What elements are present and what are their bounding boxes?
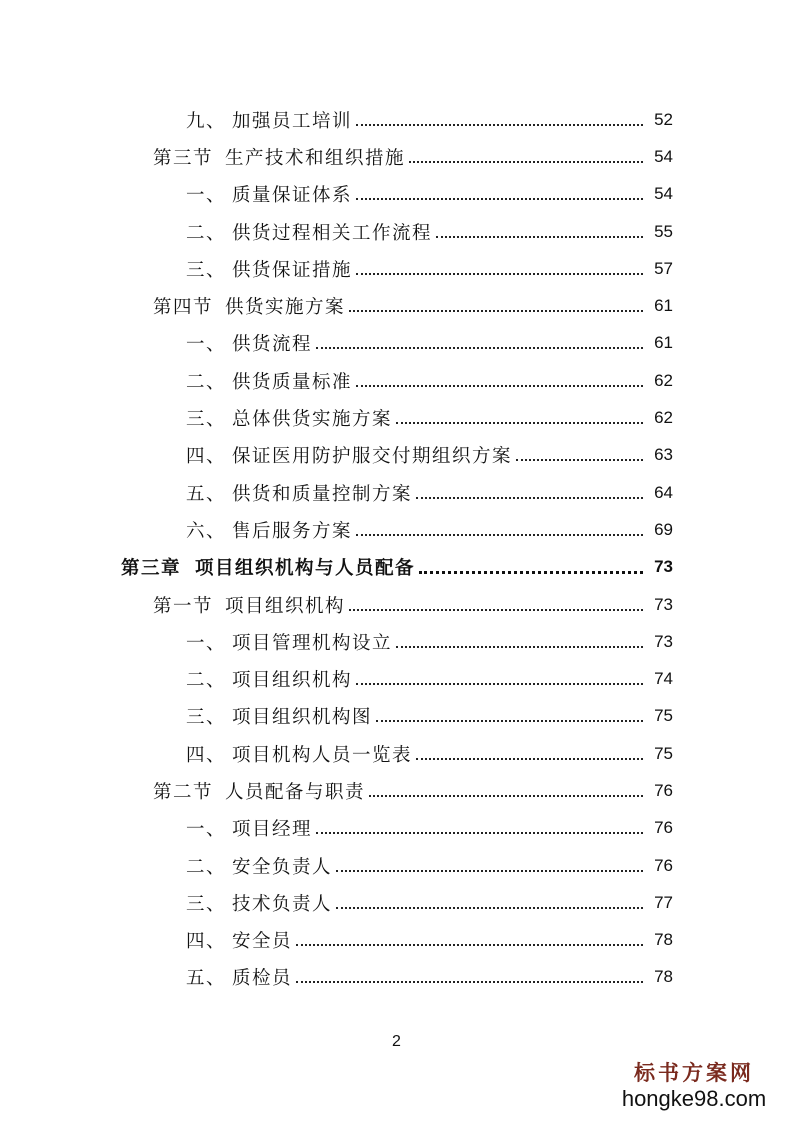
toc-dot-leader: [356, 665, 643, 685]
toc-dot-leader: [316, 329, 643, 349]
toc-entry-title: 供货流程: [232, 334, 313, 356]
toc-entry-prefix: 四、: [186, 446, 227, 468]
toc-entry-prefix: 第三节: [153, 147, 214, 169]
toc-dot-leader: [356, 367, 643, 387]
toc-entry-page: 74: [654, 669, 673, 689]
toc-entry-item[interactable]: [0, 959, 793, 996]
toc-entry-title: 加强员工培训: [232, 110, 353, 132]
toc-entry-prefix: 第一节: [153, 595, 214, 617]
toc-dot-leader: [349, 292, 643, 312]
toc-entry-page: 69: [654, 519, 673, 539]
toc-entry-page: 64: [654, 482, 673, 502]
toc-entry-page: 76: [654, 855, 673, 875]
toc-entry-item[interactable]: [0, 922, 793, 959]
toc-entry-page: 57: [654, 258, 673, 278]
toc-entry-item[interactable]: [0, 250, 793, 287]
toc-dot-leader: [416, 740, 643, 760]
toc-entry-prefix: 二、: [186, 371, 227, 393]
toc-dot-leader: [349, 591, 643, 611]
toc-entry-title: 保证医用防护服交付期组织方案: [232, 446, 513, 468]
toc-dot-leader: [336, 889, 643, 909]
toc-entry-title: 供货和质量控制方案: [232, 483, 413, 505]
toc-entry-item[interactable]: [0, 511, 793, 548]
toc-entry-item[interactable]: [0, 884, 793, 921]
toc-entry-page: 76: [654, 818, 673, 838]
toc-entry-page: 78: [654, 930, 673, 950]
toc-entry-title: 项目经理: [232, 819, 313, 841]
toc-entry-prefix: 九、: [186, 110, 227, 132]
watermark-cn-text: 标书方案网: [634, 1060, 754, 1085]
toc-entry-section[interactable]: [0, 287, 793, 324]
toc-dot-leader: [336, 852, 643, 872]
toc-entry-prefix: 三、: [186, 707, 227, 729]
toc-entry-title: 项目机构人员一览表: [232, 744, 413, 766]
toc-entry-title: 项目组织机构: [232, 670, 353, 692]
toc-entry-page: 55: [654, 221, 673, 241]
toc-entry-title: 项目组织机构: [225, 595, 346, 617]
toc-dot-leader: [396, 628, 643, 648]
toc-entry-item[interactable]: [0, 660, 793, 697]
toc-entry-page: 62: [654, 370, 673, 390]
toc-entry-item[interactable]: [0, 213, 793, 250]
toc-entry-page: 61: [654, 296, 673, 316]
toc-entry-page: 54: [654, 184, 673, 204]
toc-entry-prefix: 二、: [186, 222, 227, 244]
toc-dot-leader: [416, 479, 643, 499]
toc-dot-leader: [316, 814, 643, 834]
toc-entry-prefix: 六、: [186, 520, 227, 542]
toc-dot-leader: [356, 516, 643, 536]
toc-entry-page: 77: [654, 892, 673, 912]
toc-entry-item[interactable]: [0, 810, 793, 847]
toc-entry-prefix: 第二节: [153, 781, 214, 803]
toc-entry-title: 质量保证体系: [232, 185, 353, 207]
toc-entry-page: 75: [654, 743, 673, 763]
toc-entry-page: 63: [654, 445, 673, 465]
toc-entry-page: 78: [654, 967, 673, 987]
toc-entry-page: 54: [654, 146, 673, 166]
toc-entry-prefix: 四、: [186, 744, 227, 766]
toc-dot-leader: [356, 180, 643, 200]
toc-entry-section[interactable]: [0, 138, 793, 175]
toc-entry-page: 75: [654, 706, 673, 726]
toc-dot-leader: [516, 441, 643, 461]
toc-entry-page: 61: [654, 333, 673, 353]
toc-entry-item[interactable]: [0, 399, 793, 436]
toc-entry-page: 52: [654, 109, 673, 129]
toc-entry-title: 供货保证措施: [232, 259, 353, 281]
toc-entry-title: 供货实施方案: [225, 297, 346, 319]
toc-dot-leader: [419, 553, 643, 574]
toc-dot-leader: [376, 702, 643, 722]
toc-entry-title: 质检员: [232, 968, 293, 990]
toc-entry-section[interactable]: [0, 772, 793, 809]
toc-entry-item[interactable]: [0, 437, 793, 474]
toc-entry-prefix: 一、: [186, 185, 227, 207]
toc-dot-leader: [436, 218, 643, 238]
toc-entry-page: 73: [654, 631, 673, 651]
toc-entry-section[interactable]: [0, 586, 793, 623]
table-of-contents: [0, 101, 793, 996]
page-number: 2: [392, 1033, 401, 1050]
toc-entry-title: 生产技术和组织措施: [225, 147, 406, 169]
toc-entry-page: 76: [654, 780, 673, 800]
toc-entry-title: 安全员: [232, 931, 293, 953]
toc-entry-title: 供货过程相关工作流程: [232, 222, 433, 244]
toc-entry-item[interactable]: [0, 623, 793, 660]
toc-entry-page: 73: [654, 557, 673, 577]
toc-entry-item[interactable]: [0, 474, 793, 511]
toc-entry-prefix: 五、: [186, 968, 227, 990]
watermark-logo: [609, 1060, 779, 1112]
toc-entry-item[interactable]: [0, 698, 793, 735]
toc-entry-title: 总体供货实施方案: [232, 409, 393, 431]
toc-entry-title: 技术负责人: [232, 893, 333, 915]
toc-entry-item[interactable]: [0, 176, 793, 213]
toc-entry-item[interactable]: [0, 362, 793, 399]
toc-entry-title: 人员配备与职责: [225, 781, 366, 803]
toc-entry-title: 项目组织机构与人员配备: [195, 558, 416, 580]
toc-entry-item[interactable]: [0, 325, 793, 362]
toc-entry-title: 供货质量标准: [232, 371, 353, 393]
toc-dot-leader: [369, 777, 643, 797]
toc-entry-prefix: 第三章: [121, 558, 182, 580]
toc-entry-prefix: 四、: [186, 931, 227, 953]
toc-dot-leader: [296, 926, 643, 946]
toc-entry-prefix: 一、: [186, 819, 227, 841]
toc-dot-leader: [396, 404, 643, 424]
toc-entry-item[interactable]: [0, 735, 793, 772]
toc-entry-item[interactable]: [0, 101, 793, 138]
toc-entry-title: 安全负责人: [232, 856, 333, 878]
toc-entry-prefix: 一、: [186, 334, 227, 356]
toc-entry-prefix: 二、: [186, 670, 227, 692]
toc-entry-prefix: 第四节: [153, 297, 214, 319]
toc-entry-prefix: 五、: [186, 483, 227, 505]
toc-entry-title: 项目管理机构设立: [232, 632, 393, 654]
toc-entry-title: 售后服务方案: [232, 520, 353, 542]
toc-entry-page: 73: [654, 594, 673, 614]
toc-entry-prefix: 三、: [186, 259, 227, 281]
toc-dot-leader: [409, 143, 643, 163]
watermark-url-text: hongke98.com: [621, 1086, 767, 1111]
toc-entry-prefix: 一、: [186, 632, 227, 654]
toc-entry-prefix: 三、: [186, 893, 227, 915]
toc-entry-chapter[interactable]: [0, 549, 793, 586]
toc-entry-page: 62: [654, 408, 673, 428]
toc-dot-leader: [356, 255, 643, 275]
toc-entry-item[interactable]: [0, 847, 793, 884]
toc-dot-leader: [296, 963, 643, 983]
toc-entry-prefix: 二、: [186, 856, 227, 878]
toc-entry-prefix: 三、: [186, 409, 227, 431]
toc-entry-title: 项目组织机构图: [232, 707, 373, 729]
toc-dot-leader: [356, 106, 643, 126]
